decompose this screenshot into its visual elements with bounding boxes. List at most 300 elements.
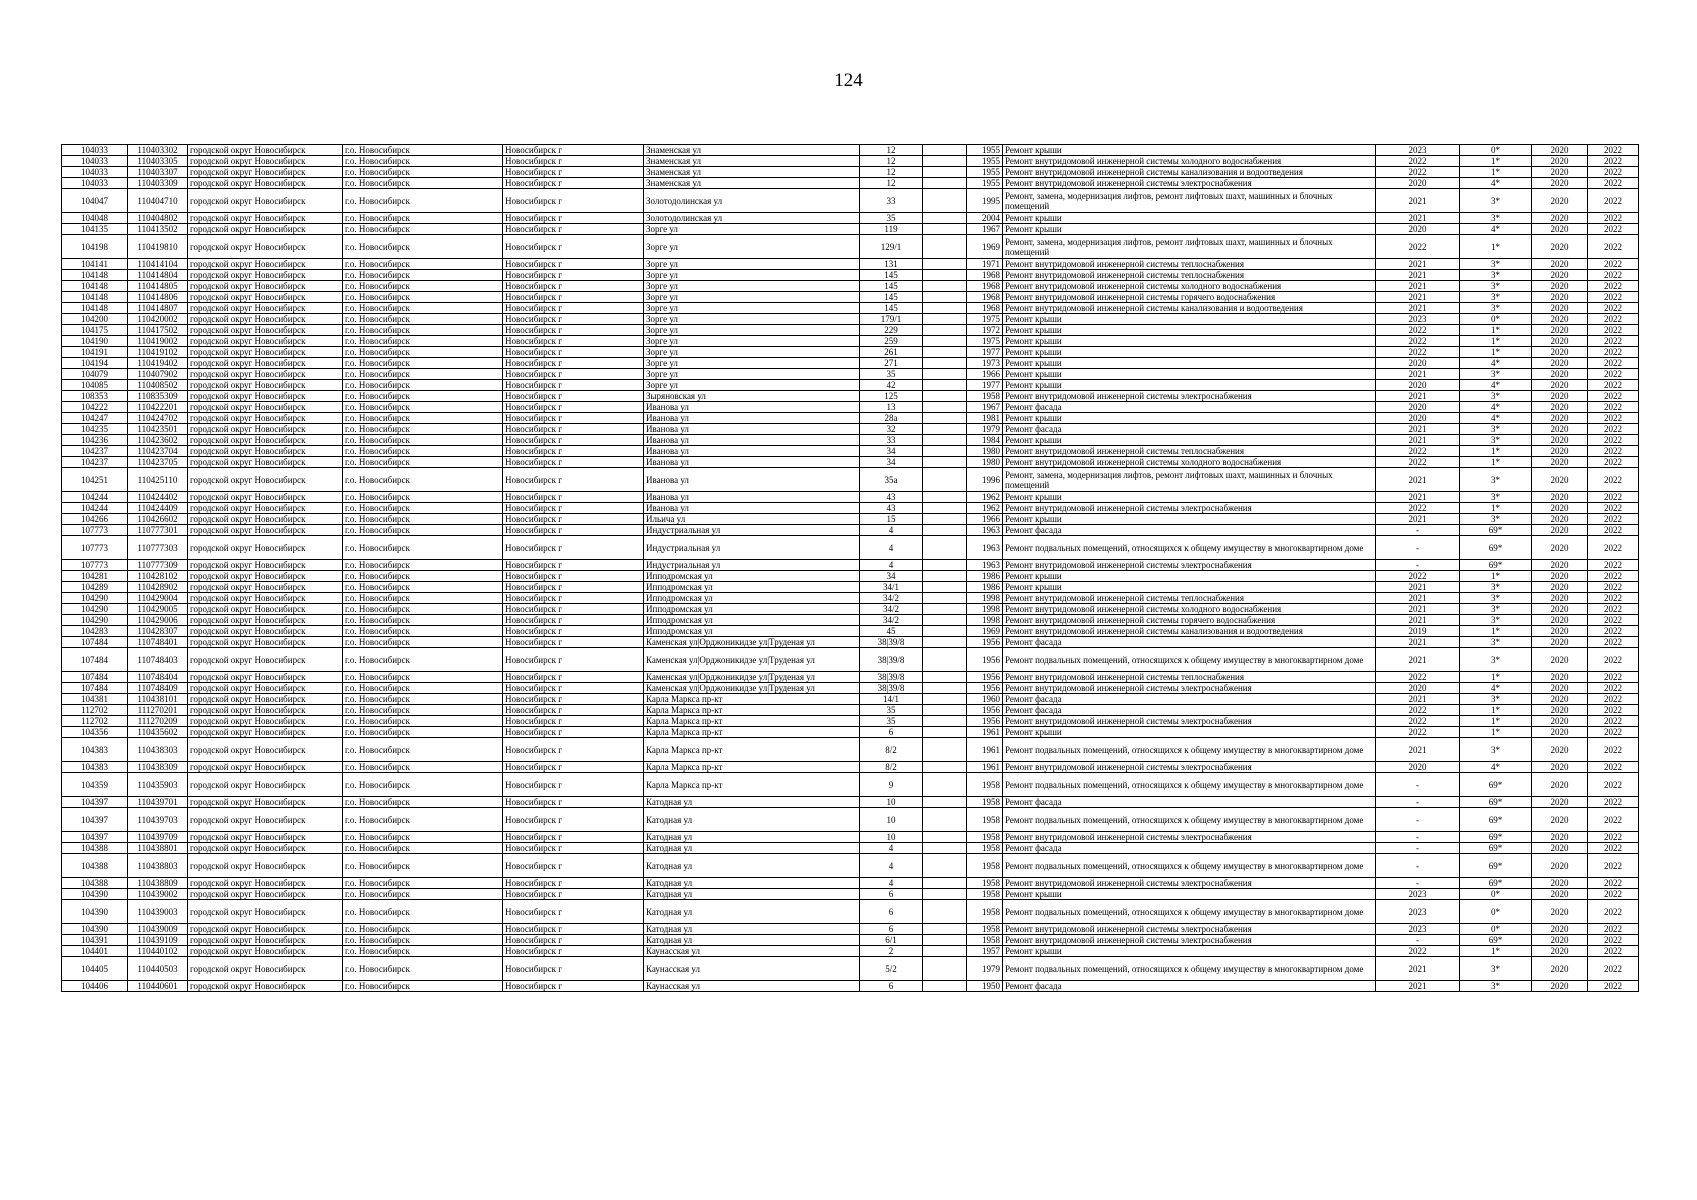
cell-end: 2022 [1588, 270, 1639, 281]
cell-work: Ремонт крыши [1003, 314, 1376, 325]
cell-district: городской округ Новосибирск [188, 560, 343, 571]
cell-city: Новосибирск г [503, 235, 644, 259]
cell-year: 1956 [967, 716, 1003, 727]
cell-priority: 4* [1460, 762, 1532, 773]
cell-plan-year: 2023 [1376, 889, 1460, 900]
cell-street: Каменская ул|Орджоникидзе ул|Труденая ул [644, 683, 860, 694]
cell-blank [923, 648, 967, 672]
cell-year: 1956 [967, 648, 1003, 672]
cell-blank [923, 167, 967, 178]
cell-blank [923, 156, 967, 167]
cell-house: 271 [860, 358, 923, 369]
cell-plan-year: 2022 [1376, 167, 1460, 178]
cell-code: 110438803 [128, 854, 188, 878]
cell-district: городской округ Новосибирск [188, 924, 343, 935]
cell-settlement: г.о. Новосибирск [343, 560, 503, 571]
cell-street: Зорге ул [644, 235, 860, 259]
cell-city: Новосибирск г [503, 514, 644, 525]
cell-blank [923, 525, 967, 536]
cell-end: 2022 [1588, 716, 1639, 727]
cell-street: Зорге ул [644, 358, 860, 369]
cell-city: Новосибирск г [503, 727, 644, 738]
cell-priority: 3* [1460, 259, 1532, 270]
cell-blank [923, 369, 967, 380]
cell-priority: 3* [1460, 593, 1532, 604]
cell-start: 2020 [1532, 369, 1588, 380]
cell-start: 2020 [1532, 347, 1588, 358]
cell-year: 1963 [967, 560, 1003, 571]
cell-house: 12 [860, 178, 923, 189]
cell-blank [923, 878, 967, 889]
cell-start: 2020 [1532, 189, 1588, 213]
cell-plan-year: 2021 [1376, 468, 1460, 492]
cell-end: 2022 [1588, 604, 1639, 615]
cell-blank [923, 854, 967, 878]
cell-district: городской округ Новосибирск [188, 402, 343, 413]
cell-district: городской округ Новосибирск [188, 705, 343, 716]
cell-work: Ремонт фасада [1003, 705, 1376, 716]
cell-start: 2020 [1532, 156, 1588, 167]
cell-street: Зорге ул [644, 325, 860, 336]
cell-plan-year: 2022 [1376, 446, 1460, 457]
cell-code: 110428307 [128, 626, 188, 637]
cell-end: 2022 [1588, 900, 1639, 924]
cell-start: 2020 [1532, 492, 1588, 503]
cell-code: 110438309 [128, 762, 188, 773]
cell-house: 131 [860, 259, 923, 270]
table-row [62, 167, 1639, 178]
cell-city: Новосибирск г [503, 582, 644, 593]
cell-id: 104397 [62, 832, 128, 843]
cell-end: 2022 [1588, 832, 1639, 843]
cell-end: 2022 [1588, 525, 1639, 536]
cell-work: Ремонт крыши [1003, 224, 1376, 235]
cell-end: 2022 [1588, 694, 1639, 705]
cell-plan-year: 2021 [1376, 391, 1460, 402]
cell-street: Иванова ул [644, 413, 860, 424]
cell-id: 104235 [62, 424, 128, 435]
cell-id: 104190 [62, 336, 128, 347]
cell-priority: 3* [1460, 292, 1532, 303]
cell-house: 145 [860, 270, 923, 281]
cell-house: 119 [860, 224, 923, 235]
cell-district: городской округ Новосибирск [188, 878, 343, 889]
cell-end: 2022 [1588, 413, 1639, 424]
cell-settlement: г.о. Новосибирск [343, 213, 503, 224]
cell-code: 110748404 [128, 672, 188, 683]
cell-start: 2020 [1532, 773, 1588, 797]
cell-work: Ремонт подвальных помещений, относящихся к общему имуществу в многоквартирном доме [1003, 536, 1376, 560]
cell-year: 1958 [967, 843, 1003, 854]
cell-house: 10 [860, 797, 923, 808]
cell-settlement: г.о. Новосибирск [343, 946, 503, 957]
cell-end: 2022 [1588, 391, 1639, 402]
cell-year: 1977 [967, 347, 1003, 358]
cell-year: 1980 [967, 457, 1003, 468]
cell-blank [923, 604, 967, 615]
cell-blank [923, 178, 967, 189]
cell-start: 2020 [1532, 446, 1588, 457]
cell-settlement: г.о. Новосибирск [343, 259, 503, 270]
cell-priority: 3* [1460, 582, 1532, 593]
cell-settlement: г.о. Новосибирск [343, 314, 503, 325]
cell-end: 2022 [1588, 347, 1639, 358]
cell-plan-year: 2021 [1376, 435, 1460, 446]
cell-year: 1955 [967, 156, 1003, 167]
table-row [62, 270, 1639, 281]
cell-district: городской округ Новосибирск [188, 694, 343, 705]
cell-house: 33 [860, 435, 923, 446]
cell-street: Карла Маркса пр-кт [644, 727, 860, 738]
cell-priority: 69* [1460, 560, 1532, 571]
cell-end: 2022 [1588, 178, 1639, 189]
cell-city: Новосибирск г [503, 593, 644, 604]
cell-house: 4 [860, 878, 923, 889]
cell-settlement: г.о. Новосибирск [343, 336, 503, 347]
cell-street: Каунасская ул [644, 981, 860, 992]
cell-year: 1968 [967, 292, 1003, 303]
cell-street: Знаменская ул [644, 156, 860, 167]
cell-priority: 1* [1460, 336, 1532, 347]
cell-work: Ремонт внутридомовой инженерной системы электроснабжения [1003, 391, 1376, 402]
cell-work: Ремонт крыши [1003, 358, 1376, 369]
cell-priority: 3* [1460, 492, 1532, 503]
cell-plan-year: 2021 [1376, 615, 1460, 626]
cell-end: 2022 [1588, 889, 1639, 900]
cell-settlement: г.о. Новосибирск [343, 705, 503, 716]
cell-start: 2020 [1532, 292, 1588, 303]
cell-code: 111270201 [128, 705, 188, 716]
cell-end: 2022 [1588, 957, 1639, 981]
cell-plan-year: 2021 [1376, 292, 1460, 303]
cell-blank [923, 738, 967, 762]
cell-district: городской округ Новосибирск [188, 514, 343, 525]
table-row [62, 889, 1639, 900]
cell-district: городской округ Новосибирск [188, 843, 343, 854]
cell-start: 2020 [1532, 358, 1588, 369]
cell-plan-year: 2021 [1376, 259, 1460, 270]
cell-code: 110424402 [128, 492, 188, 503]
cell-id: 104033 [62, 167, 128, 178]
cell-id: 104047 [62, 189, 128, 213]
cell-street: Зорге ул [644, 270, 860, 281]
cell-start: 2020 [1532, 900, 1588, 924]
cell-code: 110748409 [128, 683, 188, 694]
cell-street: Каунасская ул [644, 957, 860, 981]
cell-district: городской округ Новосибирск [188, 213, 343, 224]
cell-house: 145 [860, 303, 923, 314]
cell-work: Ремонт подвальных помещений, относящихся к общему имуществу в многоквартирном доме [1003, 648, 1376, 672]
table-row [62, 402, 1639, 413]
cell-code: 110748403 [128, 648, 188, 672]
cell-city: Новосибирск г [503, 571, 644, 582]
cell-id: 104079 [62, 369, 128, 380]
cell-priority: 1* [1460, 156, 1532, 167]
cell-street: Зорге ул [644, 314, 860, 325]
cell-city: Новосибирск г [503, 536, 644, 560]
cell-settlement: г.о. Новосибирск [343, 167, 503, 178]
cell-start: 2020 [1532, 738, 1588, 762]
cell-settlement: г.о. Новосибирск [343, 292, 503, 303]
cell-settlement: г.о. Новосибирск [343, 156, 503, 167]
cell-code: 110777303 [128, 536, 188, 560]
cell-code: 110424409 [128, 503, 188, 514]
cell-year: 1998 [967, 593, 1003, 604]
cell-city: Новосибирск г [503, 145, 644, 156]
cell-priority: 69* [1460, 773, 1532, 797]
cell-year: 1961 [967, 727, 1003, 738]
cell-house: 33 [860, 189, 923, 213]
cell-district: городской округ Новосибирск [188, 900, 343, 924]
cell-city: Новосибирск г [503, 446, 644, 457]
cell-city: Новосибирск г [503, 935, 644, 946]
cell-end: 2022 [1588, 358, 1639, 369]
cell-year: 1980 [967, 446, 1003, 457]
cell-blank [923, 924, 967, 935]
cell-priority: 3* [1460, 514, 1532, 525]
cell-year: 1968 [967, 303, 1003, 314]
cell-street: Катодная ул [644, 832, 860, 843]
cell-code: 110439701 [128, 797, 188, 808]
cell-code: 110414807 [128, 303, 188, 314]
cell-house: 6 [860, 727, 923, 738]
table-row [62, 213, 1639, 224]
cell-house: 14/1 [860, 694, 923, 705]
cell-start: 2020 [1532, 235, 1588, 259]
cell-blank [923, 900, 967, 924]
cell-settlement: г.о. Новосибирск [343, 380, 503, 391]
cell-priority: 1* [1460, 503, 1532, 514]
cell-code: 110440102 [128, 946, 188, 957]
cell-settlement: г.о. Новосибирск [343, 672, 503, 683]
table-row [62, 683, 1639, 694]
cell-start: 2020 [1532, 536, 1588, 560]
cell-city: Новосибирск г [503, 435, 644, 446]
cell-work: Ремонт внутридомовой инженерной системы теплоснабжения [1003, 672, 1376, 683]
cell-street: Зорге ул [644, 224, 860, 235]
cell-plan-year: 2021 [1376, 694, 1460, 705]
cell-city: Новосибирск г [503, 604, 644, 615]
cell-end: 2022 [1588, 738, 1639, 762]
cell-city: Новосибирск г [503, 402, 644, 413]
cell-district: городской округ Новосибирск [188, 492, 343, 503]
cell-blank [923, 468, 967, 492]
cell-priority: 3* [1460, 213, 1532, 224]
cell-year: 1996 [967, 468, 1003, 492]
cell-house: 45 [860, 626, 923, 637]
cell-settlement: г.о. Новосибирск [343, 270, 503, 281]
cell-blank [923, 637, 967, 648]
cell-settlement: г.о. Новосибирск [343, 391, 503, 402]
cell-end: 2022 [1588, 235, 1639, 259]
cell-house: 35 [860, 705, 923, 716]
cell-start: 2020 [1532, 325, 1588, 336]
cell-id: 104281 [62, 571, 128, 582]
cell-end: 2022 [1588, 503, 1639, 514]
cell-id: 104237 [62, 457, 128, 468]
cell-blank [923, 808, 967, 832]
cell-plan-year: 2022 [1376, 325, 1460, 336]
cell-end: 2022 [1588, 843, 1639, 854]
cell-work: Ремонт фасада [1003, 525, 1376, 536]
cell-settlement: г.о. Новосибирск [343, 358, 503, 369]
cell-district: городской округ Новосибирск [188, 593, 343, 604]
cell-plan-year: 2020 [1376, 683, 1460, 694]
cell-settlement: г.о. Новосибирск [343, 446, 503, 457]
table-row [62, 694, 1639, 705]
cell-district: городской округ Новосибирск [188, 424, 343, 435]
cell-city: Новосибирск г [503, 213, 644, 224]
cell-start: 2020 [1532, 683, 1588, 694]
cell-blank [923, 380, 967, 391]
cell-district: городской округ Новосибирск [188, 935, 343, 946]
cell-district: городской округ Новосибирск [188, 369, 343, 380]
cell-city: Новосибирск г [503, 924, 644, 935]
cell-code: 110424702 [128, 413, 188, 424]
cell-year: 1986 [967, 582, 1003, 593]
cell-blank [923, 189, 967, 213]
cell-id: 104033 [62, 156, 128, 167]
cell-start: 2020 [1532, 281, 1588, 292]
table-row [62, 854, 1639, 878]
cell-house: 179/1 [860, 314, 923, 325]
cell-street: Золотодолинская ул [644, 213, 860, 224]
cell-start: 2020 [1532, 314, 1588, 325]
cell-street: Карла Маркса пр-кт [644, 694, 860, 705]
cell-code: 110422201 [128, 402, 188, 413]
cell-code: 110423602 [128, 435, 188, 446]
cell-house: 10 [860, 808, 923, 832]
cell-id: 104290 [62, 593, 128, 604]
cell-year: 1958 [967, 878, 1003, 889]
cell-work: Ремонт крыши [1003, 145, 1376, 156]
cell-start: 2020 [1532, 716, 1588, 727]
table-row [62, 536, 1639, 560]
cell-priority: 3* [1460, 435, 1532, 446]
cell-street: Иванова ул [644, 446, 860, 457]
cell-start: 2020 [1532, 224, 1588, 235]
cell-start: 2020 [1532, 435, 1588, 446]
table-row [62, 424, 1639, 435]
cell-blank [923, 413, 967, 424]
cell-end: 2022 [1588, 369, 1639, 380]
cell-start: 2020 [1532, 946, 1588, 957]
cell-work: Ремонт крыши [1003, 582, 1376, 593]
cell-settlement: г.о. Новосибирск [343, 281, 503, 292]
cell-year: 1955 [967, 178, 1003, 189]
table-row [62, 705, 1639, 716]
cell-house: 13 [860, 402, 923, 413]
cell-plan-year: 2020 [1376, 402, 1460, 413]
table-row [62, 525, 1639, 536]
cell-start: 2020 [1532, 560, 1588, 571]
cell-house: 38|39/8 [860, 683, 923, 694]
cell-city: Новосибирск г [503, 178, 644, 189]
cell-id: 104390 [62, 924, 128, 935]
cell-id: 104236 [62, 435, 128, 446]
cell-district: городской округ Новосибирск [188, 303, 343, 314]
cell-city: Новосибирск г [503, 468, 644, 492]
cell-work: Ремонт, замена, модернизация лифтов, ремонт лифтовых шахт, машинных и блочных помещений [1003, 189, 1376, 213]
cell-settlement: г.о. Новосибирск [343, 773, 503, 797]
cell-year: 1971 [967, 259, 1003, 270]
cell-house: 34/1 [860, 582, 923, 593]
cell-start: 2020 [1532, 582, 1588, 593]
cell-settlement: г.о. Новосибирск [343, 981, 503, 992]
cell-house: 2 [860, 946, 923, 957]
cell-start: 2020 [1532, 854, 1588, 878]
cell-end: 2022 [1588, 672, 1639, 683]
cell-code: 110440503 [128, 957, 188, 981]
cell-settlement: г.о. Новосибирск [343, 808, 503, 832]
cell-city: Новосибирск г [503, 270, 644, 281]
cell-work: Ремонт крыши [1003, 369, 1376, 380]
cell-year: 1957 [967, 946, 1003, 957]
cell-id: 104359 [62, 773, 128, 797]
cell-code: 110777301 [128, 525, 188, 536]
cell-settlement: г.о. Новосибирск [343, 303, 503, 314]
cell-city: Новосибирск г [503, 716, 644, 727]
cell-id: 104356 [62, 727, 128, 738]
cell-city: Новосибирск г [503, 832, 644, 843]
cell-priority: 1* [1460, 626, 1532, 637]
cell-district: городской округ Новосибирск [188, 615, 343, 626]
cell-start: 2020 [1532, 615, 1588, 626]
cell-plan-year: 2020 [1376, 413, 1460, 424]
cell-blank [923, 145, 967, 156]
cell-code: 110417502 [128, 325, 188, 336]
cell-house: 9 [860, 773, 923, 797]
cell-city: Новосибирск г [503, 738, 644, 762]
cell-settlement: г.о. Новосибирск [343, 615, 503, 626]
cell-district: городской округ Новосибирск [188, 536, 343, 560]
cell-id: 107484 [62, 683, 128, 694]
cell-settlement: г.о. Новосибирск [343, 738, 503, 762]
cell-end: 2022 [1588, 457, 1639, 468]
cell-house: 4 [860, 854, 923, 878]
cell-id: 104383 [62, 738, 128, 762]
cell-priority: 3* [1460, 270, 1532, 281]
cell-end: 2022 [1588, 762, 1639, 773]
cell-priority: 69* [1460, 536, 1532, 560]
cell-priority: 0* [1460, 924, 1532, 935]
cell-start: 2020 [1532, 424, 1588, 435]
cell-street: Ипподромская ул [644, 626, 860, 637]
cell-priority: 69* [1460, 878, 1532, 889]
cell-start: 2020 [1532, 924, 1588, 935]
cell-plan-year: - [1376, 832, 1460, 843]
cell-plan-year: 2021 [1376, 369, 1460, 380]
cell-priority: 1* [1460, 727, 1532, 738]
cell-district: городской округ Новосибирск [188, 270, 343, 281]
cell-city: Новосибирск г [503, 314, 644, 325]
cell-plan-year: 2022 [1376, 716, 1460, 727]
cell-city: Новосибирск г [503, 380, 644, 391]
cell-code: 110414804 [128, 270, 188, 281]
cell-district: городской округ Новосибирск [188, 503, 343, 514]
cell-year: 1972 [967, 325, 1003, 336]
cell-plan-year: 2020 [1376, 762, 1460, 773]
cell-priority: 3* [1460, 424, 1532, 435]
cell-start: 2020 [1532, 694, 1588, 705]
cell-end: 2022 [1588, 615, 1639, 626]
cell-year: 1979 [967, 424, 1003, 435]
cell-house: 34 [860, 457, 923, 468]
table-row [62, 808, 1639, 832]
cell-end: 2022 [1588, 854, 1639, 878]
cell-end: 2022 [1588, 325, 1639, 336]
cell-blank [923, 213, 967, 224]
